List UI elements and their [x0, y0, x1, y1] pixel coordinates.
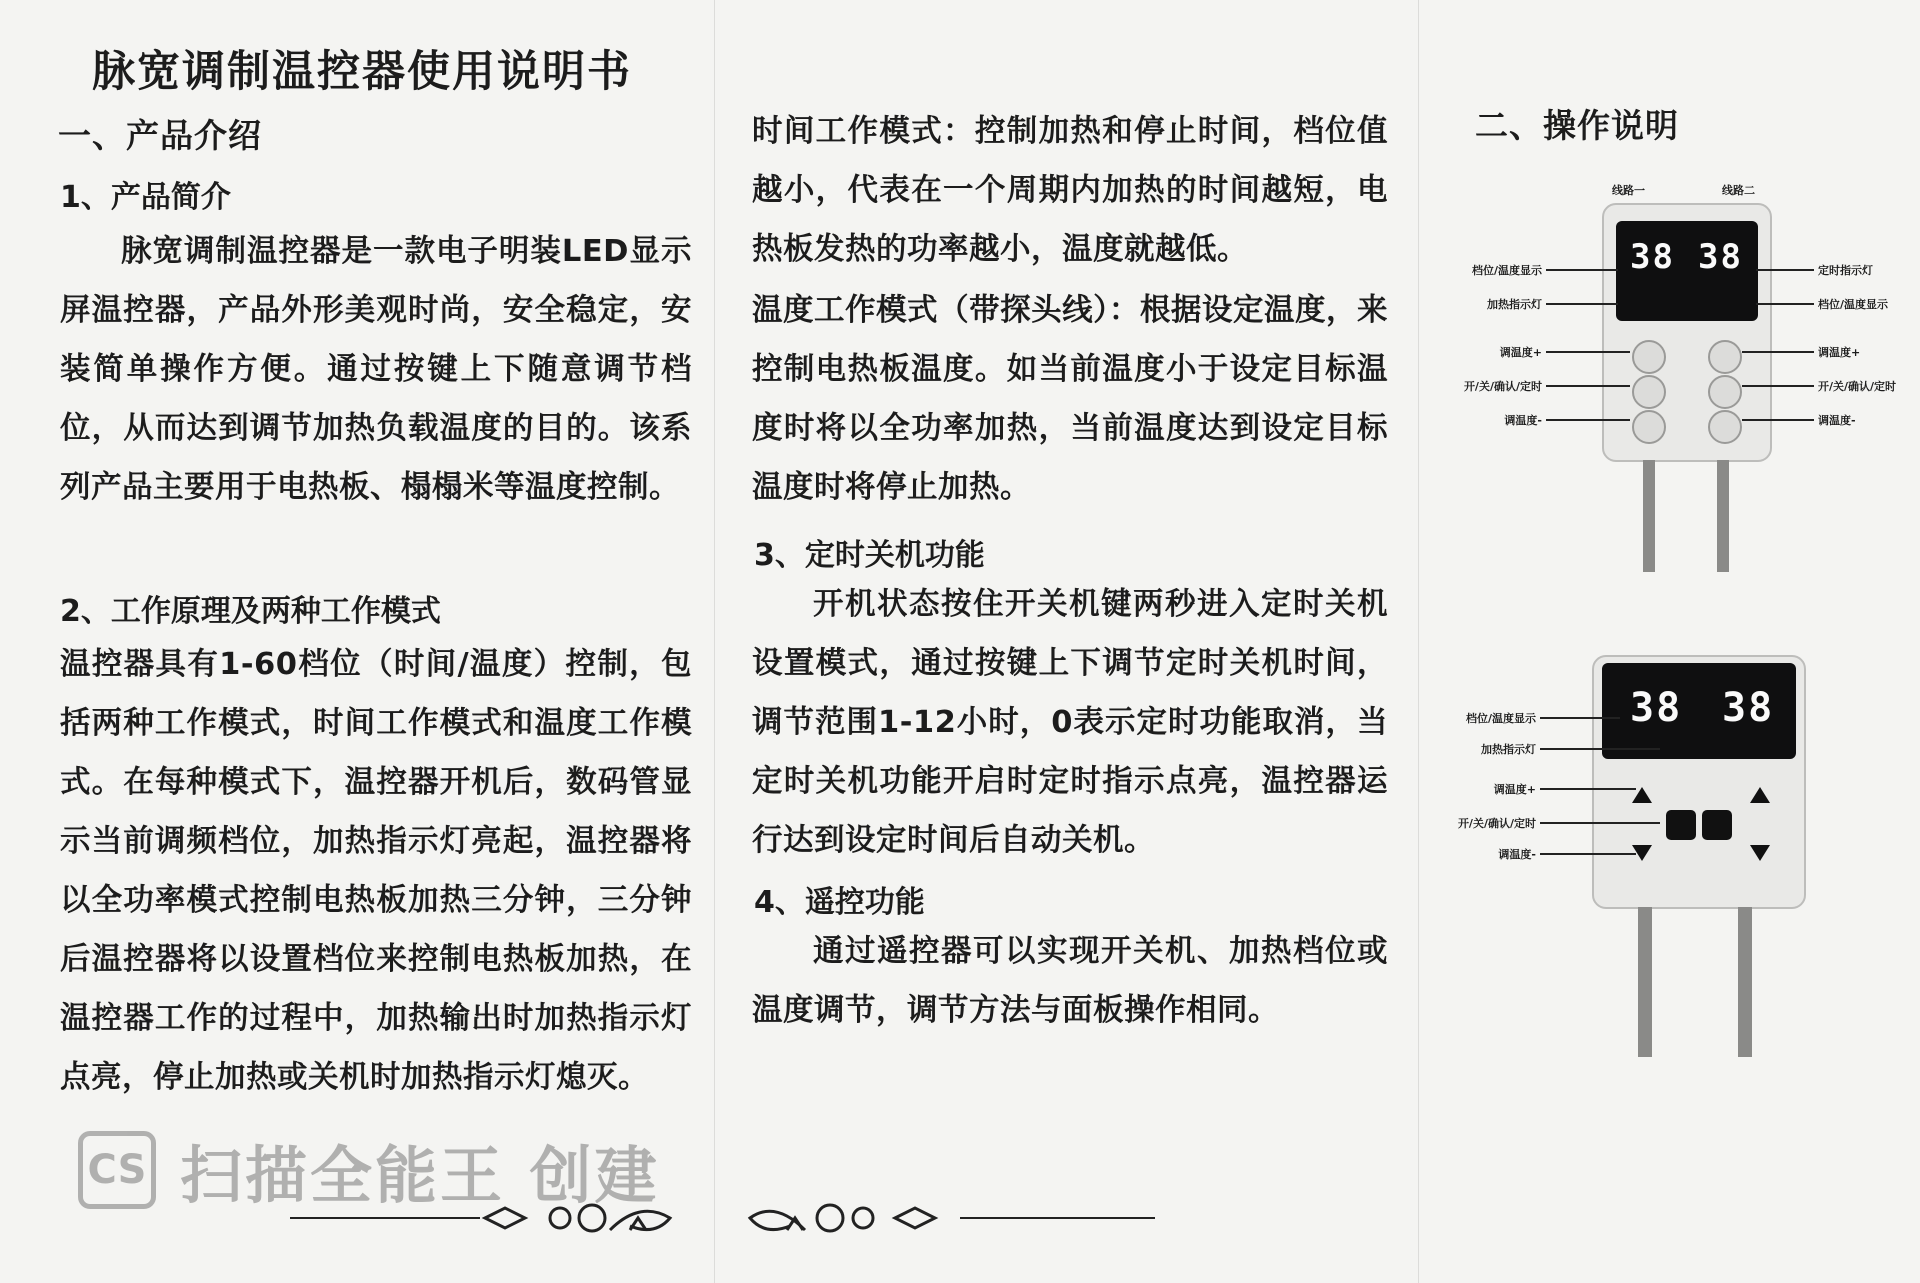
device2-leader	[1540, 717, 1620, 719]
sub2-text: 温控器具有1-60档位（时间/温度）控制，包括两种工作模式，时间工作模式和温度工作模式。在每种模式下，温控器开机后，数码管显示当前调频档位，加热指示灯亮起，温控器将以全功率模式控制电热板加热三分钟，三分钟后温控器将以设置档位来控制电热板加热，在温控器工作的过程中，加热输出时加热指示灯点亮，停止加热或关机时加热指示灯熄灭。	[60, 647, 692, 1095]
device1-left-power-button[interactable]	[1632, 375, 1666, 409]
device2-cable-right	[1738, 907, 1752, 1057]
device1-right-label-down: 调温度-	[1818, 414, 1856, 427]
device1-right-label-timer: 定时指示灯	[1818, 264, 1873, 277]
device2-label-power: 开/关/确认/定时	[1457, 817, 1536, 830]
device1-right-label-display: 档位/温度显示	[1818, 298, 1889, 311]
section2-heading: 二、操作说明	[1475, 106, 1679, 145]
device2-leader	[1540, 822, 1660, 824]
device2-right-up-arrow-icon[interactable]	[1750, 787, 1770, 803]
device1-left-up-button[interactable]	[1632, 340, 1666, 374]
device2-label-display: 档位/温度显示	[1465, 712, 1536, 725]
device1-line1-label: 线路一	[1612, 184, 1645, 197]
device2-leader	[1540, 748, 1660, 750]
device1-right-label-power: 开/关/确认/定时	[1818, 380, 1897, 393]
scanner-watermark	[78, 1130, 660, 1210]
device1-left-label-down: 调温度-	[1504, 414, 1542, 427]
device2-right-down-arrow-icon[interactable]	[1750, 845, 1770, 861]
device1-leader	[1546, 385, 1630, 387]
sub1-text: 脉宽调制温控器是一款电子明装LED显示屏温控器，产品外形美观时尚，安全稳定，安装简单操作方便。通过按键上下随意调节档位，从而达到调节加热负载温度的目的。该系列产品主要用于电热板、榻榻米等温度控制。	[60, 234, 692, 505]
device1-right-up-button[interactable]	[1708, 340, 1742, 374]
device1-left-label-heat: 加热指示灯	[1487, 298, 1542, 311]
device1-right-label-up: 调温度+	[1818, 346, 1861, 359]
sub3-text: 开机状态按住开关机键两秒进入定时关机设置模式，通过按键上下调节定时关机时间，调节范围1-12小时，0表示定时功能取消，当定时关机功能开启时定时指示点亮，温控器运行达到设定时间后自动关机。	[752, 587, 1388, 858]
device1-left-down-button[interactable]	[1632, 410, 1666, 444]
time-mode-text: 时间工作模式：控制加热和停止时间，档位值越小，代表在一个周期内加热的时间越短，电热板发热的功率越小，温度就越低。	[752, 114, 1388, 267]
device2-cable-left	[1638, 907, 1652, 1057]
sub1-heading: 1、产品简介	[60, 180, 231, 215]
device1-leader	[1756, 303, 1814, 305]
device1-leader	[1742, 419, 1814, 421]
sub3-heading: 3、定时关机功能	[754, 538, 985, 573]
device1-line2-label: 线路二	[1722, 184, 1755, 197]
section1-heading: 一、产品介绍	[58, 116, 262, 155]
device2-power-button-right[interactable]	[1702, 810, 1732, 840]
device2-label-heat: 加热指示灯	[1481, 743, 1536, 756]
device2-panel	[1592, 655, 1806, 909]
fold-line-left	[714, 0, 715, 1283]
device2-screen	[1602, 663, 1796, 759]
device1-leader	[1546, 269, 1618, 271]
sub4-heading: 4、遥控功能	[754, 885, 925, 920]
cs-logo-icon: CS	[78, 1131, 156, 1209]
device1-right-down-button[interactable]	[1708, 410, 1742, 444]
watermark-text: 扫描全能王 创建	[180, 1138, 660, 1212]
device2-digits-right: 38	[1722, 685, 1775, 731]
ornament-divider-right	[745, 1198, 1155, 1238]
device1-panel	[1602, 203, 1772, 462]
device1-digits-right: 38	[1698, 237, 1743, 277]
device1-leader	[1742, 385, 1814, 387]
device1-left-label-power: 开/关/确认/定时	[1463, 380, 1542, 393]
device1-leader	[1742, 351, 1814, 353]
device1-cable-left	[1643, 460, 1655, 572]
page-title: 脉宽调制温控器使用说明书	[92, 47, 632, 97]
flourish-icon	[745, 1198, 965, 1238]
device2-leader	[1540, 788, 1636, 790]
device1-digits-left: 38	[1630, 237, 1675, 277]
device1-screen	[1616, 221, 1758, 321]
device1-leader	[1546, 419, 1630, 421]
ornament-line	[960, 1217, 1155, 1219]
device2-label-down: 调温度-	[1498, 848, 1536, 861]
device1-leader	[1756, 269, 1814, 271]
device2-power-button-left[interactable]	[1666, 810, 1696, 840]
ornament-line	[290, 1217, 480, 1219]
device1-left-label-display: 档位/温度显示	[1471, 264, 1542, 277]
device2-leader	[1540, 853, 1636, 855]
device1-left-label-up: 调温度+	[1499, 346, 1542, 359]
sub4-text: 通过遥控器可以实现开关机、加热档位或温度调节，调节方法与面板操作相同。	[752, 934, 1388, 1028]
device1-leader	[1546, 351, 1630, 353]
device2-label-up: 调温度+	[1493, 783, 1536, 796]
fold-line-right	[1418, 0, 1419, 1283]
device2-digits-left: 38	[1630, 685, 1683, 731]
device1-leader	[1546, 303, 1618, 305]
device1-cable-right	[1717, 460, 1729, 572]
sub2-heading: 2、工作原理及两种工作模式	[60, 594, 441, 629]
device1-right-power-button[interactable]	[1708, 375, 1742, 409]
temp-mode-text: 温度工作模式（带探头线）：根据设定温度，来控制电热板温度。如当前温度小于设定目标温度时将以全功率加热，当前温度达到设定目标温度时将停止加热。	[752, 293, 1388, 505]
